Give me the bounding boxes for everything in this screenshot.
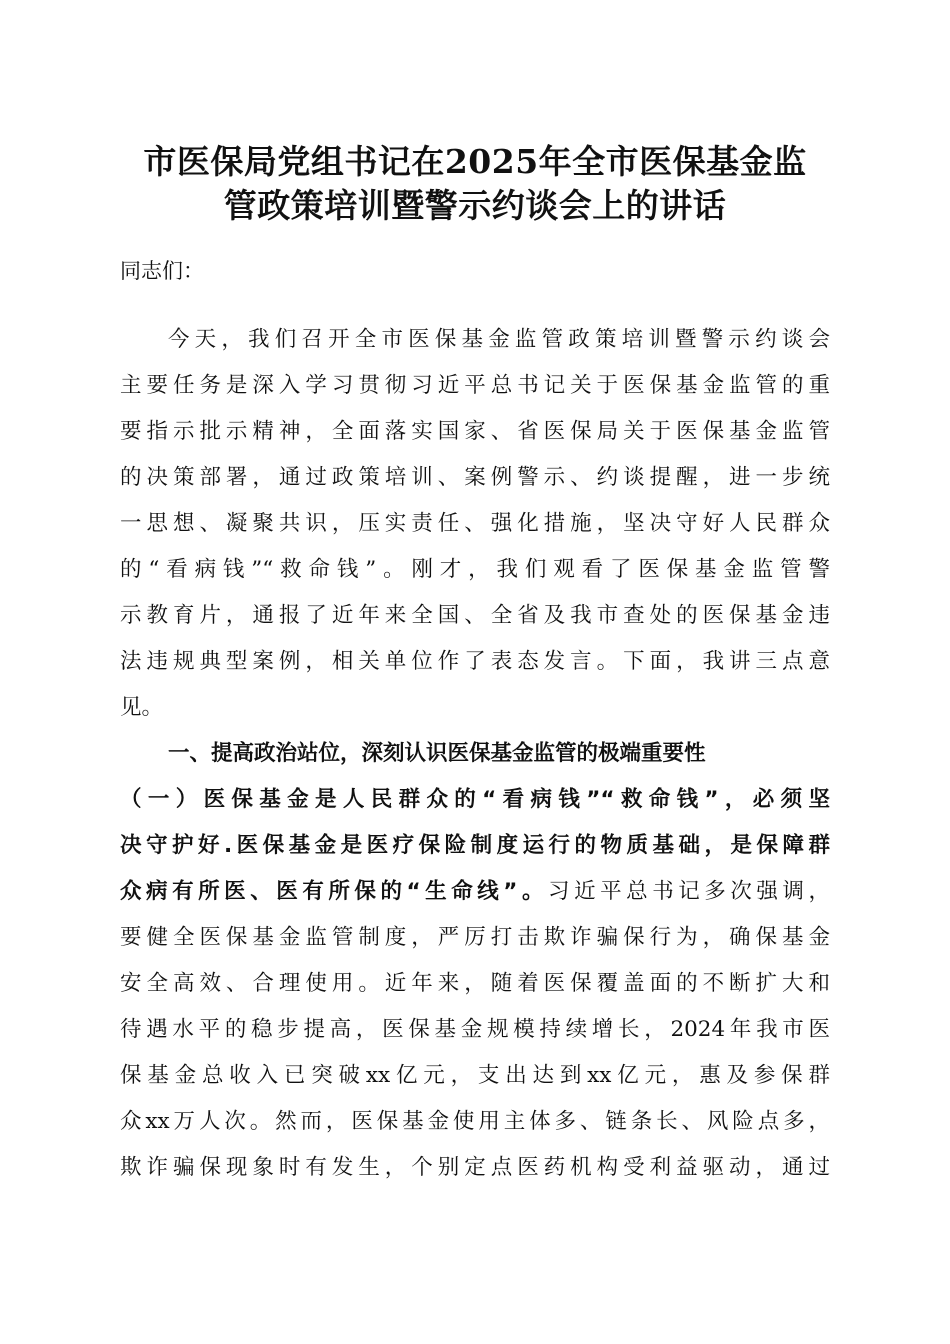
subsection-heading-line: 决守护好.医保基金是医疗保险制度运行的物质基础，是保障群 bbox=[120, 833, 830, 858]
body-line: 安全高效、合理使用。近年来，随着医保覆盖面的不断扩大和 bbox=[120, 971, 830, 996]
salutation: 同志们： bbox=[120, 259, 204, 283]
intro-line: 示教育片，通报了近年来全国、全省及我市查处的医保基金违 bbox=[120, 603, 830, 628]
body-line: 待遇水平的稳步提高，医保基金规模持续增长，2024年我市医 bbox=[120, 1017, 830, 1042]
intro-line: 的决策部署，通过政策培训、案例警示、约谈提醒，进一步统 bbox=[120, 465, 830, 490]
intro-line: 要指示批示精神，全面落实国家、省医保局关于医保基金监管 bbox=[120, 419, 830, 444]
mixed-line bbox=[120, 875, 830, 909]
intro-line: 主要任务是深入学习贯彻习近平总书记关于医保基金监管的重 bbox=[120, 373, 830, 398]
body-text-span: 习近平总书记多次强调， bbox=[548, 879, 830, 904]
document-title-line-2: 管政策培训暨警示约谈会上的讲话 bbox=[223, 186, 727, 225]
subsection-heading-tail: 众病有所医、医有所保的“生命线”。 bbox=[120, 879, 549, 904]
body-line: 要健全医保基金监管制度，严厉打击欺诈骗保行为，确保基金 bbox=[120, 925, 830, 950]
document-title-line-1: 市医保局党组书记在2025年全市医保基金监 bbox=[143, 142, 807, 181]
body-line: 众xx万人次。然而，医保基金使用主体多、链条长、风险点多， bbox=[120, 1109, 830, 1134]
intro-line: 见。 bbox=[120, 695, 164, 720]
intro-line: 今天，我们召开全市医保基金监管政策培训暨警示约谈会 bbox=[168, 327, 830, 352]
intro-line: 法违规典型案例，相关单位作了表态发言。下面，我讲三点意 bbox=[120, 649, 830, 674]
body-line: 欺诈骗保现象时有发生，个别定点医药机构受利益驱动，通过 bbox=[120, 1155, 830, 1180]
body-line: 保基金总收入已突破xx亿元，支出达到xx亿元，惠及参保群 bbox=[120, 1063, 830, 1088]
subsection-heading-line: （一）医保基金是人民群众的“看病钱”“救命钱”，必须坚 bbox=[120, 787, 830, 812]
intro-line: 一思想、凝聚共识，压实责任、强化措施，坚决守好人民群众 bbox=[120, 511, 830, 536]
section-heading: 一、提高政治站位，深刻认识医保基金监管的极端重要性 bbox=[168, 741, 706, 766]
intro-line: 的“看病钱”“救命钱”。刚才，我们观看了医保基金监管警 bbox=[120, 557, 830, 582]
